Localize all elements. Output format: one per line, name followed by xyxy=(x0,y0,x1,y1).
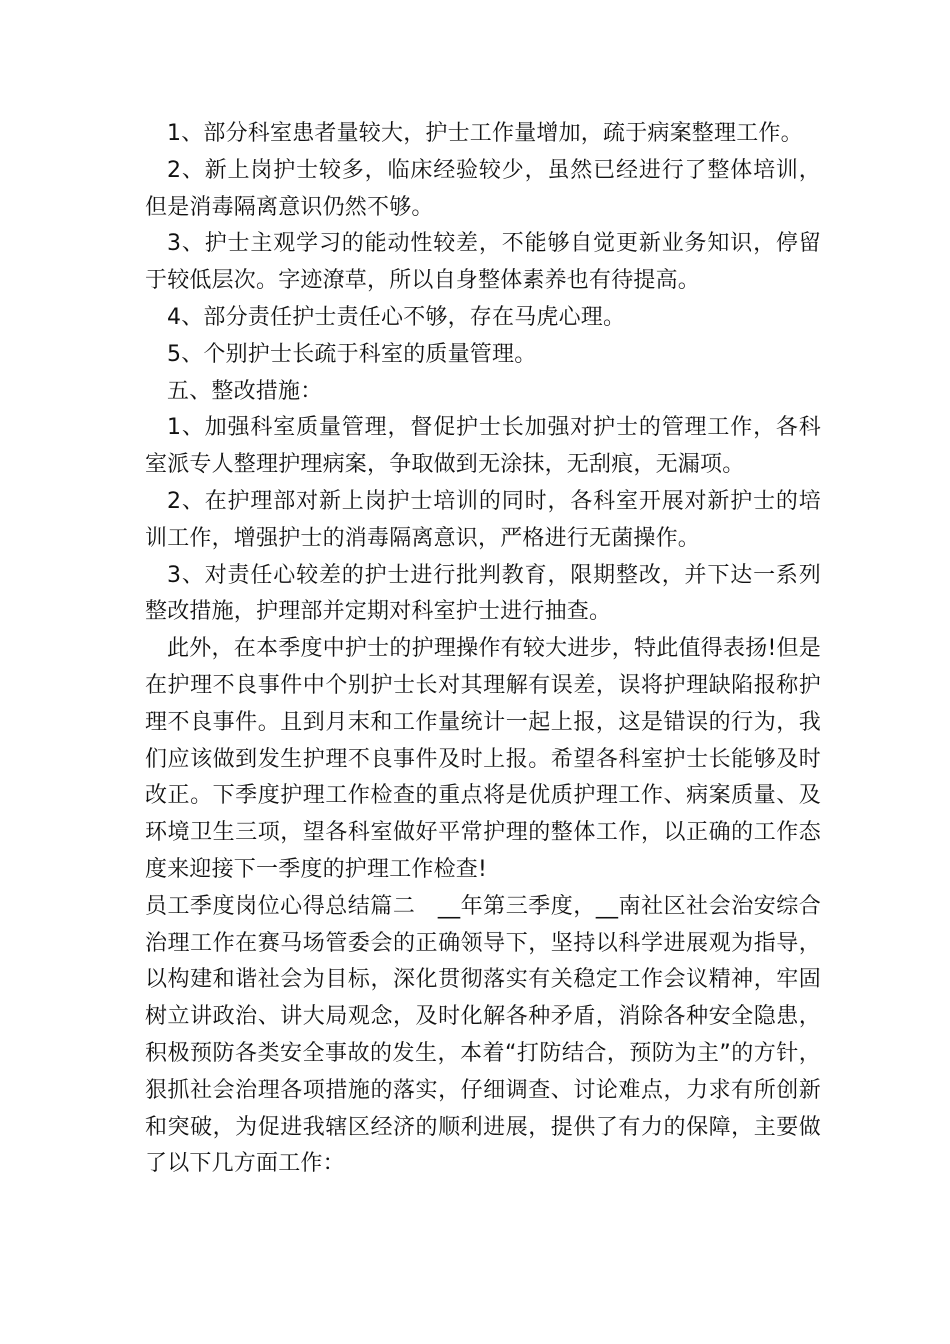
paragraph-measure-1: 1、加强科室质量管理，督促护士长加强对护士的管理工作，各科室派专人整理护理病案，争取做到无涂抹，无刮痕，无漏项。 xyxy=(145,415,821,478)
paragraph-3: 3、护士主观学习的能动性较差，不能够自觉更新业务知识，停留于较低层次。字迹潦草，所以自身整体素养也有待提高。 xyxy=(145,231,821,294)
document-body xyxy=(145,116,821,1183)
paragraph-article-two: 员工季度岗位心得总结篇二 __年第三季度，__南社区社会治安综合治理工作在赛马场管委会的正确领导下，坚持以科学进展观为指导，以构建和谐社会为目标，深化贯彻落实有关稳定工作会议精神，牢固树立讲政治、讲大局观念，及时化解各种矛盾，消除各种安全隐患，积极预防各类安全事故的发生，本着“打防结合，预防为主”的方针，狠抓社会治理各项措施的落实，仔细调查、讨论难点，力求有所创新和突破，为促进我辖区经济的顺利进展，提供了有力的保障，主要做了以下几方面工作： xyxy=(145,893,821,1177)
section-heading-rectification: 五、整改措施： xyxy=(167,378,323,404)
paragraph-measure-3: 3、对责任心较差的护士进行批判教育，限期整改，并下达一系列整改措施，护理部并定期对科室护士进行抽查。 xyxy=(145,562,821,625)
paragraph-2: 2、新上岗护士较多，临床经验较少，虽然已经进行了整体培训，但是消毒隔离意识仍然不够。 xyxy=(145,157,821,220)
paragraph-additional: 此外，在本季度中护士的护理操作有较大进步，特此值得表扬!但是在护理不良事件中个别护士长对其理解有误差，误将护理缺陷报称护理不良事件。且到月末和工作量统计一起上报，这是错误的行为，我们应该做到发生护理不良事件及时上报。希望各科室护士长能够及时改正。下季度护理工作检查的重点将是优质护理工作、病案质量、及环境卫生三项，望各科室做好平常护理的整体工作，以正确的工作态度来迎接下一季度的护理工作检查! xyxy=(145,636,821,882)
paragraph-measure-2: 2、在护理部对新上岗护士培训的同时，各科室开展对新护士的培训工作，增强护士的消毒隔离意识，严格进行无菌操作。 xyxy=(145,488,821,551)
paragraph-4: 4、部分责任护士责任心不够，存在马虎心理。 xyxy=(167,304,626,330)
paragraph-5: 5、个别护士长疏于科室的质量管理。 xyxy=(167,341,537,367)
paragraph-1: 1、部分科室患者量较大，护士工作量增加，疏于病案整理工作。 xyxy=(167,121,803,146)
